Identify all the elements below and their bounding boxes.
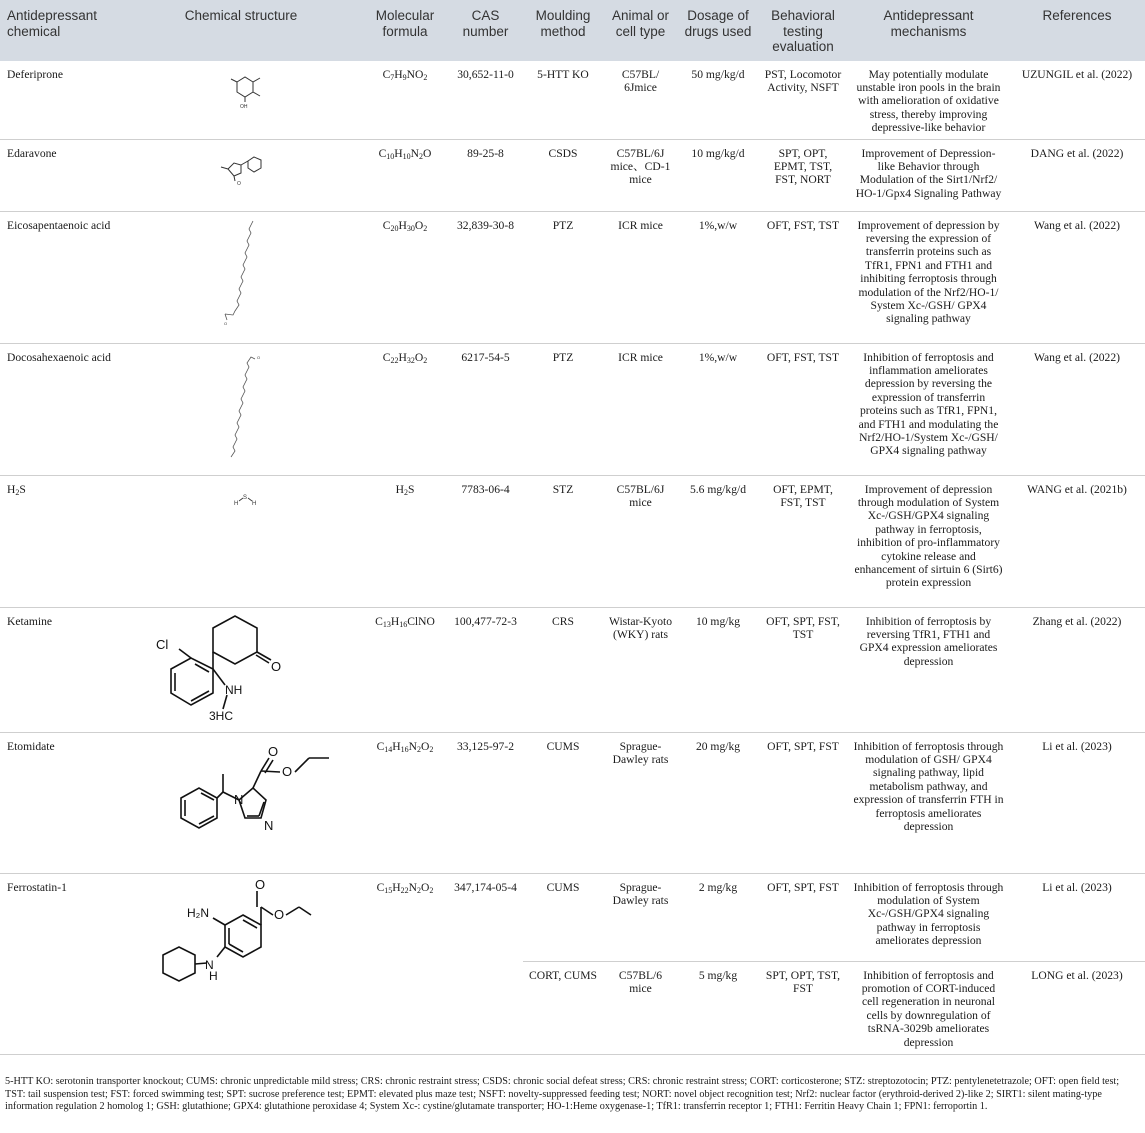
formula: $C_{13}H_{16}ClNO$ (362, 607, 448, 732)
moulding-method: 5-HTT KO (523, 61, 603, 140)
epa-structure (121, 215, 361, 339)
animal-type: Sprague-Dawley rats (603, 732, 678, 873)
oh-label: OH (240, 103, 248, 110)
s-label: S (243, 494, 248, 501)
mechanism: Improvement of Depression-like Behavior through Modulation of the Sirt1/Nrf2/ HO-1/Gpx4 Signaling Pathway (848, 139, 1009, 211)
o-label: O (224, 320, 228, 326)
animal-type: C57BL/6 mice (603, 961, 678, 1054)
formula: $C_{20}H_{30}O_2$ (362, 211, 448, 343)
mechanism: May potentially modulate unstable iron pools in the brain with amelioration of oxidative stress, thereby improving depressive-like behavior (848, 61, 1009, 140)
header-cas: CAS number (448, 0, 523, 61)
moulding-method: CORT, CUMS (523, 961, 603, 1054)
reference: Wang et al. (2022) (1009, 343, 1145, 475)
ferrostatin-structure (121, 877, 361, 1041)
moulding-method: STZ (523, 475, 603, 607)
dosage: 10 mg/kg (678, 607, 758, 732)
table-row (0, 343, 1145, 475)
mechanism: Inhibition of ferroptosis through modulation of System Xc-/GSH/GPX4 signaling pathway in ferroptosis ameliorates depression (848, 873, 1009, 961)
header-dosage: Dosage of drugs used (678, 0, 758, 61)
cas-number: 347,174-05-4 (448, 873, 523, 1054)
n-label: N (234, 791, 244, 807)
behavioral-tests: OFT, FST, TST (758, 343, 848, 475)
cas-number: 89-25-8 (448, 139, 523, 211)
h-label: H (252, 500, 257, 507)
header-row (0, 0, 1145, 61)
moulding-method: PTZ (523, 211, 603, 343)
o-label: O (274, 906, 285, 922)
formula: $H_2S$ (362, 475, 448, 607)
chemical-structure (120, 211, 362, 343)
dosage: 20 mg/kg (678, 732, 758, 873)
moulding-method: CUMS (523, 873, 603, 961)
dosage: 1%,w/w (678, 343, 758, 475)
chemical-structure (120, 607, 362, 732)
header-animal: Animal or cell type (603, 0, 678, 61)
formula: $C_7H_9NO_2$ (362, 61, 448, 140)
chemical-name: Eicosapentaenoic acid (0, 211, 120, 343)
formula: $C_{14}H_{16}N_2O_2$ (362, 732, 448, 873)
reference: Li et al. (2023) (1009, 873, 1145, 961)
dosage: 50 mg/kg/d (678, 61, 758, 140)
reference: WANG et al. (2021b) (1009, 475, 1145, 607)
header-structure: Chemical structure (120, 0, 362, 61)
formula: $C_{10}H_{10}N_2O$ (362, 139, 448, 211)
behavioral-tests: OFT, SPT, FST (758, 732, 848, 873)
chemical-name: Docosahexaenoic acid (0, 343, 120, 475)
moulding-method: PTZ (523, 343, 603, 475)
mechanism: Inhibition of ferroptosis through modulation of GSH/ GPX4 signaling pathway, lipid metabolism pathway, and expression of transferrin FTH in ferroptosis ameliorates depression (848, 732, 1009, 873)
mechanism: Inhibition of ferroptosis by reversing TfR1, FTH1 and GPX4 expression ameliorates depression (848, 607, 1009, 732)
o-label: O (257, 354, 261, 360)
cas-number: 32,839-30-8 (448, 211, 523, 343)
chemical-structure (120, 343, 362, 475)
mechanism: Inhibition of ferroptosis and promotion of CORT-induced cell regeneration in neuronal cells by downregulation of tsRNA-3029b ameliorates depression (848, 961, 1009, 1054)
reference: Li et al. (2023) (1009, 732, 1145, 873)
chemical-structure (120, 732, 362, 873)
header-mechanisms: Antidepressant mechanisms (848, 0, 1009, 61)
table-row (0, 732, 1145, 873)
deferiprone-structure (121, 64, 361, 128)
header-antidepressant: Antidepressant chemical (0, 0, 120, 61)
cl-label: Cl (156, 636, 169, 652)
reference: LONG et al. (2023) (1009, 961, 1145, 1054)
cas-number: 30,652-11-0 (448, 61, 523, 140)
etomidate-structure (121, 736, 361, 870)
table-row (0, 139, 1145, 211)
edaravone-structure (121, 143, 361, 205)
moulding-method: CUMS (523, 732, 603, 873)
header-moulding: Moulding method (523, 0, 603, 61)
cas-number: 33,125-97-2 (448, 732, 523, 873)
moulding-method: CSDS (523, 139, 603, 211)
dosage: 1%,w/w (678, 211, 758, 343)
animal-type: Sprague-Dawley rats (603, 873, 678, 961)
h-label: H (209, 968, 218, 983)
o-label: O (282, 763, 293, 779)
o-label: O (268, 743, 279, 759)
behavioral-tests: SPT, OPT, TST, FST (758, 961, 848, 1054)
o-label: O (237, 180, 241, 187)
animal-type: Wistar-Kyoto (WKY) rats (603, 607, 678, 732)
behavioral-tests: PST, Locomotor Activity, NSFT (758, 61, 848, 140)
chemical-name: Deferiprone (0, 61, 120, 140)
moulding-method: CRS (523, 607, 603, 732)
formula: $C_{15}H_{22}N_2O_2$ (362, 873, 448, 1054)
n-label: N (205, 957, 214, 972)
h2n-label: H₂N (187, 905, 209, 920)
behavioral-tests: OFT, FST, TST (758, 211, 848, 343)
mechanism: Improvement of depression by reversing the expression of transferrin proteins such as TfR1, FPN1 and FTH1 and inhibiting ferroptosis through modulation of the Nrf2/HO-1/ System Xc-/GSH/ GPX4 signaling pathway (848, 211, 1009, 343)
dosage: 10 mg/kg/d (678, 139, 758, 211)
mechanism: Improvement of depression through modulation of System Xc-/GSH/GPX4 signaling pathway in ferroptosis, inhibition of pro-inflammatory cytokine release and enhancement of sirtuin 6 (Sirt6) protein expression (848, 475, 1009, 607)
chemical-name: Etomidate (0, 732, 120, 873)
chemical-name: Ketamine (0, 607, 120, 732)
animal-type: C57BL/ 6Jmice (603, 61, 678, 140)
header-references: References (1009, 0, 1145, 61)
chemical-structure (120, 139, 362, 211)
reference: UZUNGIL et al. (2022) (1009, 61, 1145, 140)
dosage: 5.6 mg/kg/d (678, 475, 758, 607)
table-footnote: 5-HTT KO: serotonin transporter knockout; CUMS: chronic unpredictable mild stress; CRS: chronic restraint stress; CSDS: chronic social defeat stress; CRS: chronic restraint stress; CORT: corticosterone; STZ: streptozotocin; PTZ: pentylenetetrazole; OFT: open field test; TST: tail suspension test; FST: forced swimming test; SPT: sucrose preference test; EPMT: elevated plus maze test; NSFT: novelty-suppressed feeding test; NORT: novel object recognition test; Nrf2: nuclear factor (erythroid-derived 2)-like 2; SIRT1: silent mating-type information regulation 2 homolog 1; GSH: glutathione; GPX4: glutathione peroxidase 4; System Xc-: cystine/glutamate transporter; HO-1:Heme oxygenase-1; TfR1: transferrin receptor 1; FTH1: Ferritin Heavy Chain 1; FPN1: ferroportin 1. (5, 1076, 1120, 1113)
animal-type: C57BL/6J mice (603, 475, 678, 607)
animal-type: C57BL/6J mice、CD-1 mice (603, 139, 678, 211)
chemical-name: Ferrostatin-1 (0, 873, 120, 1054)
header-behavioral: Behavioral testing evaluation (758, 0, 848, 61)
chemical-structure (120, 475, 362, 607)
dha-structure (121, 347, 361, 471)
behavioral-tests: SPT, OPT, EPMT, TST, FST, NORT (758, 139, 848, 211)
h-label: H (234, 500, 239, 507)
table-row (0, 607, 1145, 732)
table-row (0, 211, 1145, 343)
h2s-structure (121, 479, 361, 519)
chemical-structure (120, 873, 362, 1054)
table-row (0, 475, 1145, 607)
header-formula: Molecular formula (362, 0, 448, 61)
formula: $C_{22}H_{32}O_2$ (362, 343, 448, 475)
ketamine-structure (121, 611, 361, 729)
reference: Zhang et al. (2022) (1009, 607, 1145, 732)
dosage: 5 mg/kg (678, 961, 758, 1054)
table-row (0, 61, 1145, 140)
behavioral-tests: OFT, SPT, FST, TST (758, 607, 848, 732)
chemical-name: $H_2S$ (0, 475, 120, 607)
animal-type: ICR mice (603, 211, 678, 343)
reference: DANG et al. (2022) (1009, 139, 1145, 211)
cas-number: 7783-06-4 (448, 475, 523, 607)
cas-number: 6217-54-5 (448, 343, 523, 475)
o-label: O (271, 658, 282, 674)
chemical-structure (120, 61, 362, 140)
cas-number: 100,477-72-3 (448, 607, 523, 732)
reference: Wang et al. (2022) (1009, 211, 1145, 343)
animal-type: ICR mice (603, 343, 678, 475)
nh-label: NH (225, 682, 243, 697)
mechanism: Inhibition of ferroptosis and inflammation ameliorates depression by reversing the expression of transferrin proteins such as TfR1, FPN1, and FTH1 and modulating the Nrf2/HO-1/System Xc-/GSH/ GPX4 signaling pathway (848, 343, 1009, 475)
table-row (0, 873, 1145, 961)
dosage: 2 mg/kg (678, 873, 758, 961)
o-label: O (255, 876, 266, 892)
behavioral-tests: OFT, EPMT, FST, TST (758, 475, 848, 607)
chemical-name: Edaravone (0, 139, 120, 211)
behavioral-tests: OFT, SPT, FST (758, 873, 848, 961)
n-label: N (264, 817, 274, 833)
hc-label: 3HC (209, 708, 234, 723)
